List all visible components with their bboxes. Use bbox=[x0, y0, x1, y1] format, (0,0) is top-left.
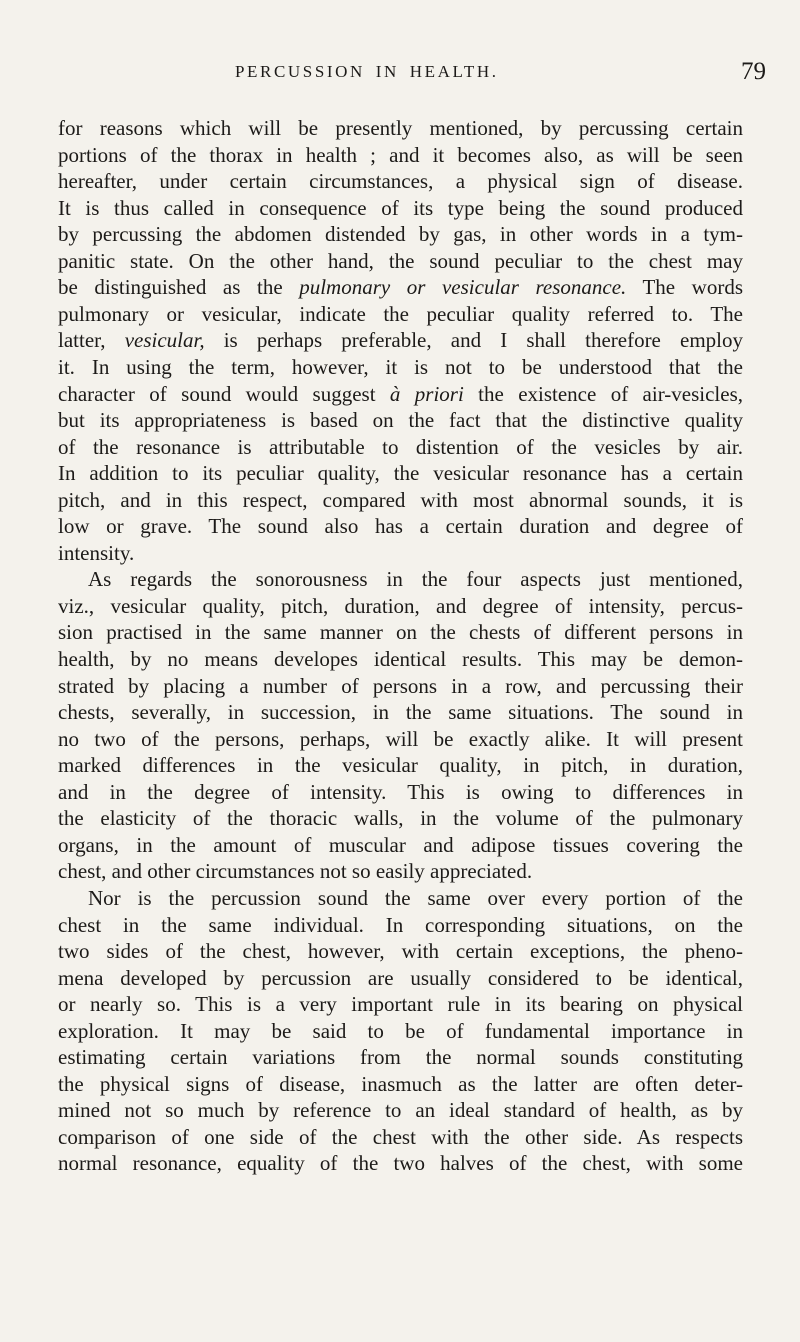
text-line: panitic state. On the other hand, the sound peculiar to the chest may bbox=[58, 248, 743, 273]
text-line: strated by placing a number of persons in a row, and percussing their bbox=[58, 673, 743, 698]
text-line bbox=[58, 327, 743, 353]
text-line: estimating certain variations from the normal sounds constituting bbox=[58, 1045, 743, 1070]
text-line: the elasticity of the thoracic walls, in the volume of the pulmonary bbox=[58, 806, 743, 831]
text-line: low or grave. The sound also has a certain duration and degree of bbox=[58, 514, 743, 539]
page-number: 79 bbox=[741, 58, 766, 85]
text-line: of the resonance is attributable to distention of the vesicles by air. bbox=[58, 434, 743, 459]
text-line: two sides of the chest, however, with certain exceptions, the pheno- bbox=[58, 939, 743, 964]
text-line: health, by no means developes identical results. This may be demon- bbox=[58, 647, 743, 671]
text-line: viz., vesicular quality, pitch, duration, and degree of intensity, percus- bbox=[58, 593, 743, 618]
text-line: it. In using the term, however, it is not to be understood that the bbox=[58, 354, 743, 379]
text-line: pitch, and in this respect, compared with most abnormal sounds, it is bbox=[58, 487, 743, 512]
text-line: pulmonary or vesicular, indicate the peculiar quality referred to. The bbox=[58, 301, 743, 326]
text-line: It is thus called in consequence of its type being the sound produced bbox=[58, 195, 743, 220]
text-line: chests, severally, in succession, in the same situations. The sound in bbox=[58, 700, 743, 725]
text-run: The words bbox=[626, 275, 744, 300]
italic-term: vesicular, bbox=[124, 328, 205, 353]
text-line: hereafter, under certain circumstances, a physical sign of disease. bbox=[58, 169, 743, 194]
text-line: marked differences in the vesicular quality, in pitch, in duration, bbox=[58, 753, 743, 778]
text-line: for reasons which will be presently mentioned, by percussing certain bbox=[58, 116, 743, 140]
text-run: be distinguished as the bbox=[58, 275, 300, 300]
text-run: is perhaps preferable, and I shall therefore employ bbox=[204, 328, 743, 353]
text-line bbox=[58, 381, 743, 407]
running-title: PERCUSSION IN HEALTH. bbox=[235, 62, 499, 81]
text-line: the physical signs of disease, inasmuch as the latter are often deter- bbox=[58, 1071, 743, 1096]
text-line: comparison of one side of the chest with the other side. As respects bbox=[58, 1124, 743, 1149]
text-line: portions of the thorax in health ; and it becomes also, as will be seen bbox=[58, 142, 743, 167]
italic-term: à priori bbox=[389, 381, 464, 406]
text-line: mena developed by percussion are usually considered to be identical, bbox=[58, 965, 743, 990]
text-line: by percussing the abdomen distended by gas, in other words in a tym- bbox=[58, 222, 743, 247]
text-line: sion practised in the same manner on the chests of different persons in bbox=[58, 620, 743, 645]
running-head bbox=[0, 58, 800, 88]
text-line: As regards the sonorousness in the four aspects just mentioned, bbox=[88, 567, 743, 592]
text-line: Nor is the percussion sound the same over every portion of the bbox=[88, 885, 743, 910]
text-line bbox=[58, 274, 743, 300]
text-line: normal resonance, equality of the two halves of the chest, with some bbox=[58, 1151, 743, 1176]
text-line: In addition to its peculiar quality, the vesicular resonance has a certain bbox=[58, 461, 743, 486]
text-line: intensity. bbox=[58, 540, 135, 565]
text-run: the existence of air-vesicles, bbox=[463, 381, 743, 406]
text-line: no two of the persons, perhaps, will be exactly alike. It will present bbox=[58, 726, 743, 751]
text-line: and in the degree of intensity. This is owing to differences in bbox=[58, 779, 743, 804]
text-run: character of sound would suggest bbox=[58, 381, 390, 406]
text-run: latter, bbox=[58, 328, 125, 353]
text-line: chest, and other circumstances not so easily appreciated. bbox=[58, 859, 533, 884]
text-line: mined not so much by reference to an ideal standard of health, as by bbox=[58, 1098, 743, 1123]
text-line: chest in the same individual. In corresponding situations, on the bbox=[58, 912, 743, 937]
text-line: exploration. It may be said to be of fundamental importance in bbox=[58, 1018, 743, 1043]
italic-term: pulmonary or vesicular resonance. bbox=[299, 275, 627, 300]
text-line: or nearly so. This is a very important rule in its bearing on physical bbox=[58, 992, 743, 1017]
text-line: but its appropriateness is based on the fact that the distinctive quality bbox=[58, 408, 743, 433]
text-line: organs, in the amount of muscular and adipose tissues covering the bbox=[58, 832, 743, 857]
